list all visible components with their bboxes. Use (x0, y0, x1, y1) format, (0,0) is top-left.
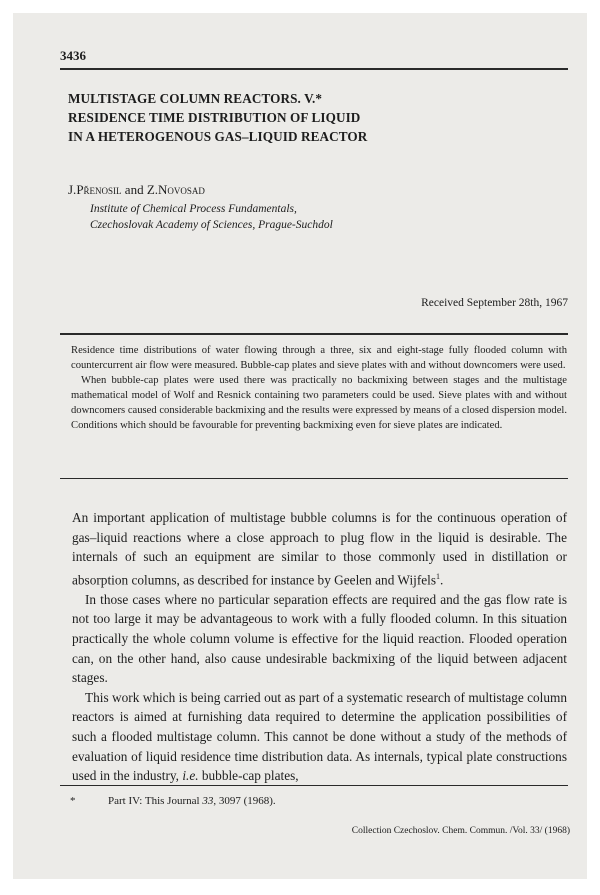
received-date: Received September 28th, 1967 (421, 297, 568, 309)
body-paragraph (72, 508, 567, 590)
reference-marker: 1 (436, 571, 441, 581)
affiliation-line-1: Institute of Chemical Process Fundamentals, (90, 203, 297, 215)
affiliation-line-2: Czechoslovak Academy of Sciences, Prague-Suchdol (90, 219, 333, 231)
body-text-span: bubble-cap plates, (198, 768, 299, 784)
footnote-marker: * (70, 795, 76, 807)
title-line-2: RESIDENCE TIME DISTRIBUTION OF LIQUID (68, 110, 361, 125)
header-rule (60, 68, 568, 70)
footnote-volume: 33 (202, 795, 214, 807)
footnote (70, 795, 276, 807)
author-connector: and (121, 182, 147, 197)
journal-footer: Collection Czechoslov. Chem. Commun. /Vol. 33/ (1968) (351, 826, 570, 836)
author-1-initial: J. (68, 182, 77, 197)
body-text-span: An important application of multistage bubble columns is for the continuous operation of gas–liquid reactions where a close approach to plug flow in the liquid is desirable. The internals of such an equipment are similar to those commonly used in distillation or absorption columns, as described for instance by Geelen and Wijfels (72, 510, 567, 588)
body-text-italic: i.e. (182, 768, 199, 784)
body-paragraph: In those cases where no particular separation effects are required and the gas flow rate is not too large it may be advantageous to work with a fully flooded column. In this situation practically the whole column volume is effective for the liquid reaction. Flooded operation can, on the other hand, also cause undesirable backmixing of the liquid between adjacent stages. (72, 591, 567, 686)
page-number: 3436 (60, 48, 86, 63)
body-paragraph (72, 688, 567, 786)
abstract-paragraph: Residence time distributions of water flowing through a three, six and eight-stage fully flooded column with countercurrent air flow were measured. Bubble-cap plates and sieve plates with and without downcomers were used. (71, 345, 567, 371)
body-text (72, 508, 567, 786)
author-2-surname: Novosad (158, 182, 205, 197)
footnote-text: Part IV: This Journal (108, 795, 203, 807)
author-2-initial: Z. (146, 182, 159, 197)
footnote-rule (60, 785, 568, 786)
author-1-surname: Přenosil (76, 182, 122, 197)
abstract (71, 344, 567, 433)
body-text-span: This work which is being carried out as part of a systematic research of multistage column reactors is aimed at furnishing data required to determine the application possibilities of such a flooded multistage column. This cannot be done without a study of the methods of evaluation of liquid residence time distribution data. As internals, typical plate constructions used in the industry, (72, 689, 567, 784)
footnote-text-end: , 3097 (1968). (213, 795, 276, 807)
authors (68, 182, 205, 198)
abstract-bottom-rule (60, 478, 568, 479)
abstract-paragraph: When bubble-cap plates were used there was practically no backmixing between stages and the multistage mathematical model of Wolf and Resnick containing two parameters could be used. Sieve plates with and without downcomers caused considerable backmixing and the results were expressed by means of a closed dispersion model. Conditions which should be favourable for preventing backmixing even for sieve plates are indicated. (71, 374, 567, 431)
title-line-3: IN A HETEROGENOUS GAS–LIQUID REACTOR (68, 129, 368, 144)
body-text-span: . (440, 572, 444, 588)
abstract-top-rule (60, 333, 568, 335)
title-line-1: MULTISTAGE COLUMN REACTORS. V.* (68, 91, 323, 106)
